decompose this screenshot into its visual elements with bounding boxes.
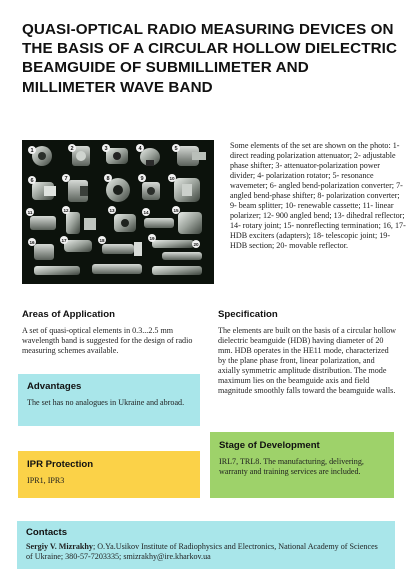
photo-label-number: 2 [70, 146, 74, 153]
stage-text: IRL7, TRL8. The manufacturing, delivering, warranty and training services are included. [219, 457, 364, 476]
photo-label-number: 20 [193, 242, 199, 248]
photo-label-number: 17 [61, 238, 67, 244]
photo-label-number: 12 [63, 208, 69, 214]
photo-label-number: 14 [143, 210, 149, 216]
photo-label-number: 19 [149, 236, 155, 242]
specification-title: Specification [218, 309, 278, 320]
ipr-text: IPR1, IPR3 [27, 476, 65, 485]
photo-label-number: 9 [140, 176, 144, 183]
photo-label-number: 16 [29, 240, 35, 246]
specification-section [218, 309, 398, 396]
page-title: QUASI-OPTICAL RADIO MEASURING DEVICES ON THE BASIS OF A CIRCULAR HOLLOW DIELECTRIC BEAMGUIDE OF SUBMILLIMETER AND MILLIMETER WAVE BAND [22, 21, 398, 96]
photo-label-number: 1 [30, 148, 34, 155]
equipment-photo-graphic [22, 140, 214, 284]
photo-label-number: 18 [99, 238, 105, 244]
specification-text: The elements are built on the basis of a circular hollow dielectric beamguide (HDB) having diameter of 20 mm. HDB operates in the HE11 mode, characterized by the plane phase front, linear polarization, and axially symmetric amplitude distribution. The mode maximum lies on the beamguide axis and field magnitude smoothly falls toward the beamguide walls. [218, 326, 397, 395]
photo-caption [230, 141, 406, 251]
ipr-protection-box [18, 451, 200, 498]
stage-title: Stage of Development [219, 440, 320, 451]
areas-text: A set of quasi-optical elements in 0.3...2.5 mm wavelength band is suggested for the design of radio measuring schemes available. [22, 326, 193, 355]
photo-label-number: 8 [106, 176, 110, 183]
stage-of-development-box [210, 432, 394, 498]
advantages-text: The set has no analogues in Ukraine and abroad. [27, 398, 185, 407]
photo-label-number: 4 [138, 146, 142, 153]
contacts-text [26, 542, 386, 562]
photo-label-number: 10 [169, 176, 175, 182]
contact-name: Sergiy V. Mizrakhy [26, 542, 93, 551]
ipr-title: IPR Protection [27, 459, 94, 470]
areas-title: Areas of Application [22, 309, 115, 320]
photo-label-number: 7 [64, 176, 68, 183]
photo-label-number: 5 [174, 146, 178, 153]
advantages-title: Advantages [27, 381, 82, 392]
contact-details: ; O.Ya.Usikov Institute of Radiophysics and Electronics, National Academy of Sciences of Ukraine; 380-57-7203335; smizrakhy@ire.kharkov.ua [26, 542, 378, 561]
contacts-box [17, 521, 395, 569]
areas-of-application-section [22, 309, 206, 356]
photo-label-number: 3 [104, 146, 108, 153]
advantages-box [18, 374, 200, 426]
photo-label-number: 11 [27, 210, 33, 216]
photo-label-number: 13 [109, 208, 115, 214]
photo-label-number: 15 [173, 208, 179, 214]
equipment-photo [22, 140, 214, 284]
contacts-title: Contacts [26, 527, 68, 538]
elements-list: Some elements of the set are shown on the photo: 1- direct reading polarization attenuator; 2- adjustable phase shifter; 3- attenuator-polarization power divider; 4- polarization rotator; 5- resonance wavemeter; 6- angled bend-polarization converter; 7- angled bend-phase shifter; 8- polarization converter; 9- beam splitter; 10- renewable cassette; 11- linear polarizer; 12- 900 angled bend; 13- dihedral reflector; 14- rotary joint; 15- nonreflecting termination; 16, 17- HDB exciters (adapters); 18- telescopic joint; 19- HDB section; 20- movable reflector. [230, 141, 406, 250]
photo-label-number: 6 [30, 178, 34, 185]
